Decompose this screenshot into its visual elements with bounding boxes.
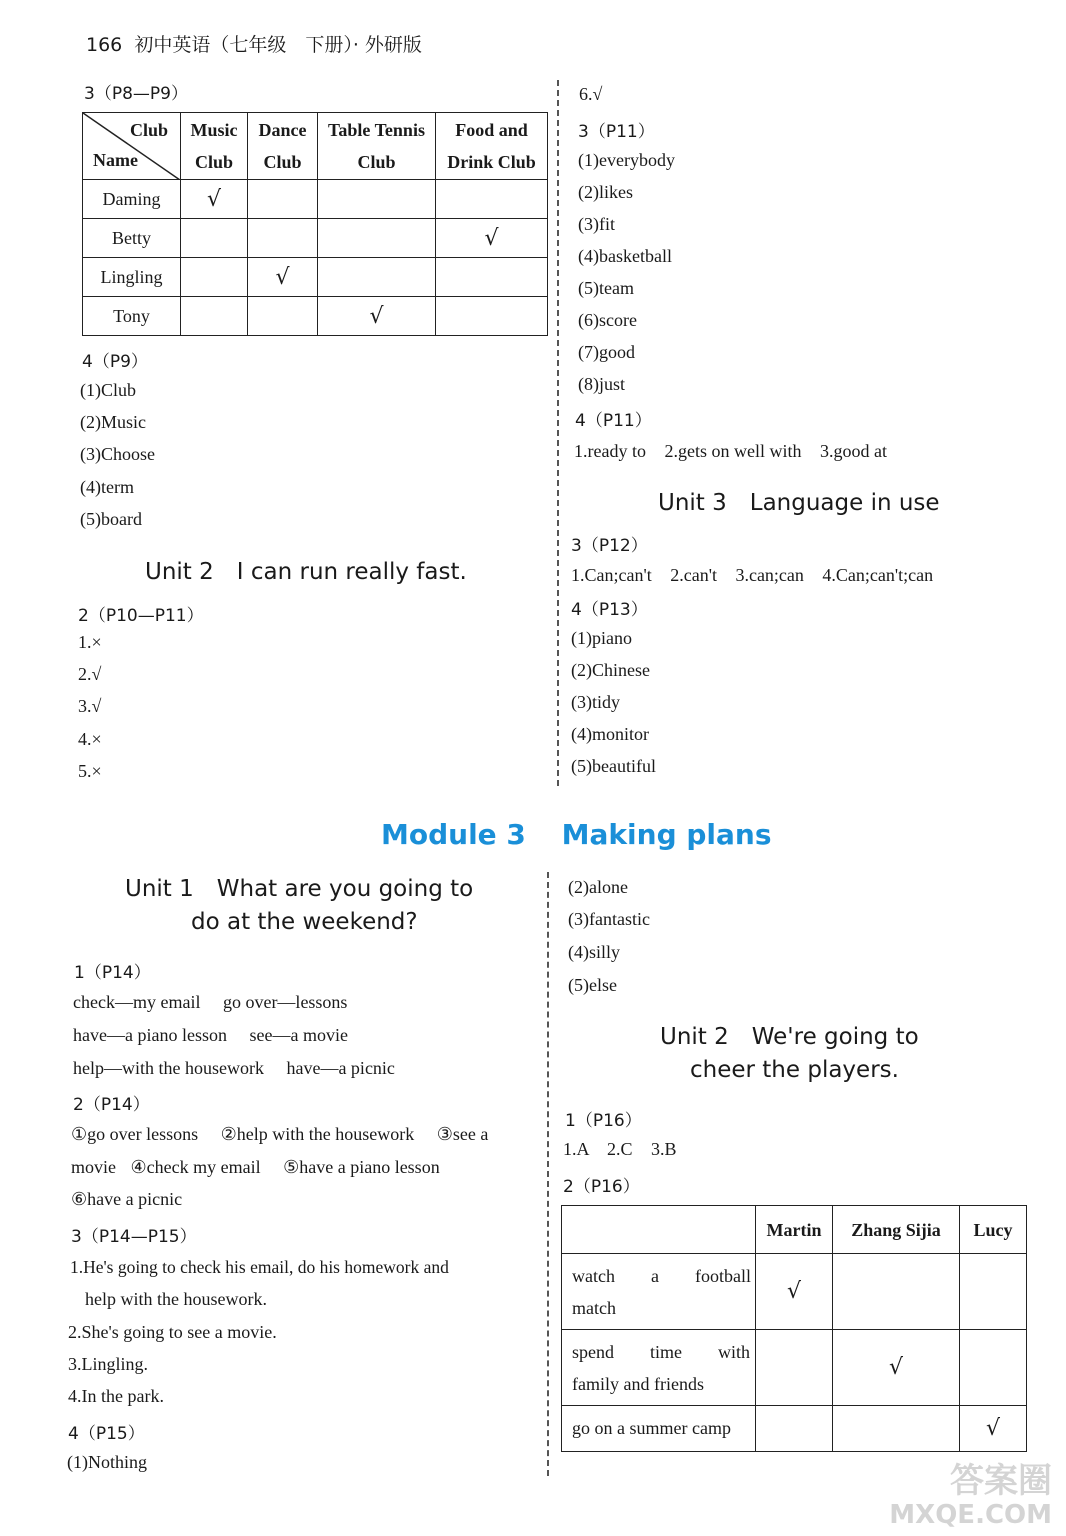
- row-name: Betty: [83, 219, 181, 258]
- corner-club-label: Club: [129, 120, 168, 140]
- table-cell: √: [248, 258, 318, 297]
- answer-item: ③see a: [436, 1124, 489, 1144]
- section-label: 3（P11）: [578, 122, 655, 142]
- activity-line: family and friends: [572, 1373, 704, 1394]
- list-item: (1)Club: [80, 380, 136, 400]
- plan-table: [561, 1205, 1027, 1452]
- corner-header-cell: [83, 113, 181, 180]
- list-item: (4)basketball: [578, 246, 672, 266]
- table-cell: [960, 1254, 1027, 1330]
- answer-item: movie: [71, 1157, 116, 1177]
- book-title: 初中英语（七年级 下册）· 外研版: [134, 34, 422, 56]
- activity-line: watch a football: [572, 1265, 751, 1286]
- corner-name-label: Name: [93, 150, 138, 170]
- answer-item: ①go over lessons: [71, 1124, 199, 1144]
- activity-cell: [562, 1254, 756, 1330]
- pair-item: check—my email: [73, 992, 201, 1012]
- table-cell: [181, 297, 248, 336]
- section-label: 4（P9）: [82, 352, 148, 372]
- answer-line: [571, 565, 933, 586]
- list-item: (4)term: [80, 477, 134, 497]
- table-cell: √: [833, 1330, 960, 1406]
- list-item: 3.√: [78, 696, 102, 716]
- pair-item: see—a movie: [249, 1025, 348, 1045]
- unit-title-line: Unit 1 What are you going to: [125, 876, 474, 902]
- list-item: 6.√: [579, 84, 603, 104]
- col-header-line: Dance: [258, 120, 307, 140]
- section-label: 3（P8—P9）: [84, 84, 188, 104]
- table-row: [83, 180, 548, 219]
- list-item: (5)board: [80, 509, 142, 529]
- sentence-line: 2.She's going to see a movie.: [68, 1322, 277, 1342]
- list-item: (3)fantastic: [568, 909, 650, 929]
- row-name: Lingling: [83, 258, 181, 297]
- section-label: 4（P13）: [571, 600, 648, 620]
- list-item: (3)tidy: [571, 692, 620, 712]
- table-cell: [833, 1406, 960, 1452]
- answer-item: ②help with the housework: [220, 1124, 415, 1144]
- table-cell: [436, 258, 548, 297]
- section-label: 4（P15）: [68, 1424, 145, 1444]
- list-item: (2)alone: [568, 877, 628, 897]
- answer-item: 1.Can;can't: [571, 565, 652, 585]
- pair-item: have—a picnic: [286, 1058, 395, 1078]
- table-row: [562, 1330, 1027, 1406]
- answer-item: 1.A: [563, 1139, 589, 1159]
- table-cell: [181, 219, 248, 258]
- col-header-line: Club: [263, 152, 302, 172]
- table-cell: [436, 180, 548, 219]
- blank-header-cell: [562, 1206, 756, 1254]
- answer-item: ⑤have a piano lesson: [283, 1157, 440, 1177]
- list-item: 4.×: [78, 729, 102, 749]
- module-label: Module 3: [381, 818, 526, 851]
- list-item: (5)team: [578, 278, 634, 298]
- unit-title-line: cheer the players.: [690, 1057, 899, 1083]
- answer-item: ⑥have a picnic: [71, 1189, 183, 1209]
- col-header-zhang-sijia: Zhang Sijia: [833, 1206, 960, 1254]
- table-cell: [756, 1406, 833, 1452]
- table-cell: [318, 258, 436, 297]
- answer-line: [71, 1189, 182, 1210]
- list-item: (1)piano: [571, 628, 632, 648]
- section-label: 2（P16）: [563, 1177, 640, 1197]
- section-label: 4（P11）: [575, 411, 652, 431]
- section-label: 1（P16）: [565, 1111, 642, 1131]
- answer-line: [563, 1139, 677, 1160]
- table-cell: √: [436, 219, 548, 258]
- table-cell: √: [960, 1406, 1027, 1452]
- pair-item: help—with the housework: [73, 1058, 264, 1078]
- list-item: (4)monitor: [571, 724, 649, 744]
- table-cell: [318, 219, 436, 258]
- pair-item: have—a piano lesson: [73, 1025, 227, 1045]
- row-name: Daming: [83, 180, 181, 219]
- table-cell: √: [318, 297, 436, 336]
- col-header-line: Table Tennis: [328, 120, 425, 140]
- page-header: [86, 30, 422, 57]
- table-cell: [248, 219, 318, 258]
- activity-line: spend time with: [572, 1341, 750, 1362]
- table-cell: [833, 1254, 960, 1330]
- pair-line: [73, 1058, 395, 1079]
- pair-line: [73, 1025, 348, 1046]
- list-item: (1)everybody: [578, 150, 675, 170]
- answer-item: 3.B: [651, 1139, 677, 1159]
- activity-cell: [562, 1406, 756, 1452]
- table-row: [562, 1254, 1027, 1330]
- table-cell: [181, 258, 248, 297]
- col-header-dance-club: [248, 113, 318, 180]
- table-cell: [248, 297, 318, 336]
- col-header-line: Food and: [455, 120, 528, 140]
- list-item: (1)Nothing: [67, 1452, 147, 1472]
- list-item: 2.√: [78, 664, 102, 684]
- col-header-food-drink-club: [436, 113, 548, 180]
- list-item: (3)fit: [578, 214, 615, 234]
- list-item: 5.×: [78, 761, 102, 781]
- activity-cell: [562, 1330, 756, 1406]
- list-item: (2)Music: [80, 412, 146, 432]
- table-cell: [756, 1330, 833, 1406]
- section-label: 3（P14—P15）: [71, 1227, 197, 1247]
- col-header-line: Music: [190, 120, 238, 140]
- activity-line: go on a summer camp: [572, 1418, 731, 1438]
- unit-title: Unit 3 Language in use: [658, 490, 940, 516]
- pair-line: [73, 992, 347, 1013]
- watermark-line: 答案圈: [950, 1461, 1052, 1501]
- col-header-table-tennis-club: [318, 113, 436, 180]
- answer-item: 2.C: [607, 1139, 633, 1159]
- section-label: 3（P12）: [571, 536, 648, 556]
- page-number: 166: [86, 34, 123, 56]
- col-header-music-club: [181, 113, 248, 180]
- activity-line: match: [572, 1297, 616, 1318]
- col-header-martin: Martin: [756, 1206, 833, 1254]
- answer-item: 2.can't: [670, 565, 717, 585]
- section-label: 2（P14）: [73, 1095, 150, 1115]
- table-cell: [436, 297, 548, 336]
- watermark: [889, 1462, 1052, 1530]
- answer-item: 1.ready to: [574, 441, 646, 461]
- list-item: (2)Chinese: [571, 660, 650, 680]
- list-item: (7)good: [578, 342, 635, 362]
- answer-item: 3.can;can: [735, 565, 804, 585]
- list-item: (2)likes: [578, 182, 633, 202]
- table-cell: [318, 180, 436, 219]
- answer-item: 4.Can;can't;can: [822, 565, 934, 585]
- row-name: Tony: [83, 297, 181, 336]
- club-table: [82, 112, 548, 336]
- table-cell: [248, 180, 318, 219]
- unit-title-line: Unit 2 We're going to: [660, 1024, 919, 1050]
- table-cell: √: [181, 180, 248, 219]
- column-divider-top: [557, 80, 559, 786]
- col-header-line: Club: [357, 152, 396, 172]
- table-row: [83, 219, 548, 258]
- answer-item: ④check my email: [130, 1157, 261, 1177]
- col-header-line: Club: [194, 152, 234, 172]
- answer-line: [71, 1124, 488, 1145]
- col-header-lucy: Lucy: [960, 1206, 1027, 1254]
- column-divider-bottom: [547, 872, 549, 1476]
- module-title: Making plans: [561, 818, 772, 851]
- sentence-line: help with the housework.: [85, 1289, 267, 1309]
- list-item: (5)else: [568, 975, 617, 995]
- answer-item: 3.good at: [819, 441, 887, 461]
- col-header-line: Drink Club: [447, 152, 536, 172]
- table-cell: [960, 1330, 1027, 1406]
- sentence-line: 4.In the park.: [68, 1386, 164, 1406]
- section-label: 1（P14）: [74, 963, 151, 983]
- table-row: [83, 297, 548, 336]
- list-item: (5)beautiful: [571, 756, 656, 776]
- list-item: (4)silly: [568, 942, 620, 962]
- sentence-line: 3.Lingling.: [68, 1354, 148, 1374]
- list-item: (8)just: [578, 374, 625, 394]
- table-cell: √: [756, 1254, 833, 1330]
- sentence-line: 1.He's going to check his email, do his homework and: [70, 1257, 449, 1277]
- answer-item: 2.gets on well with: [664, 441, 802, 461]
- table-row: [83, 258, 548, 297]
- answer-line: [71, 1157, 440, 1178]
- list-item: (3)Choose: [80, 444, 155, 464]
- section-label: 2（P10—P11）: [78, 606, 204, 626]
- list-item: (6)score: [578, 310, 637, 330]
- answer-line: [574, 441, 887, 462]
- pair-item: go over—lessons: [222, 992, 348, 1012]
- watermark-line: MXQE.COM: [889, 1500, 1052, 1530]
- unit-title-line: do at the weekend?: [191, 909, 418, 935]
- unit-title: Unit 2 I can run really fast.: [145, 559, 467, 585]
- list-item: 1.×: [78, 632, 102, 652]
- module-heading: [381, 818, 772, 851]
- table-row: [562, 1406, 1027, 1452]
